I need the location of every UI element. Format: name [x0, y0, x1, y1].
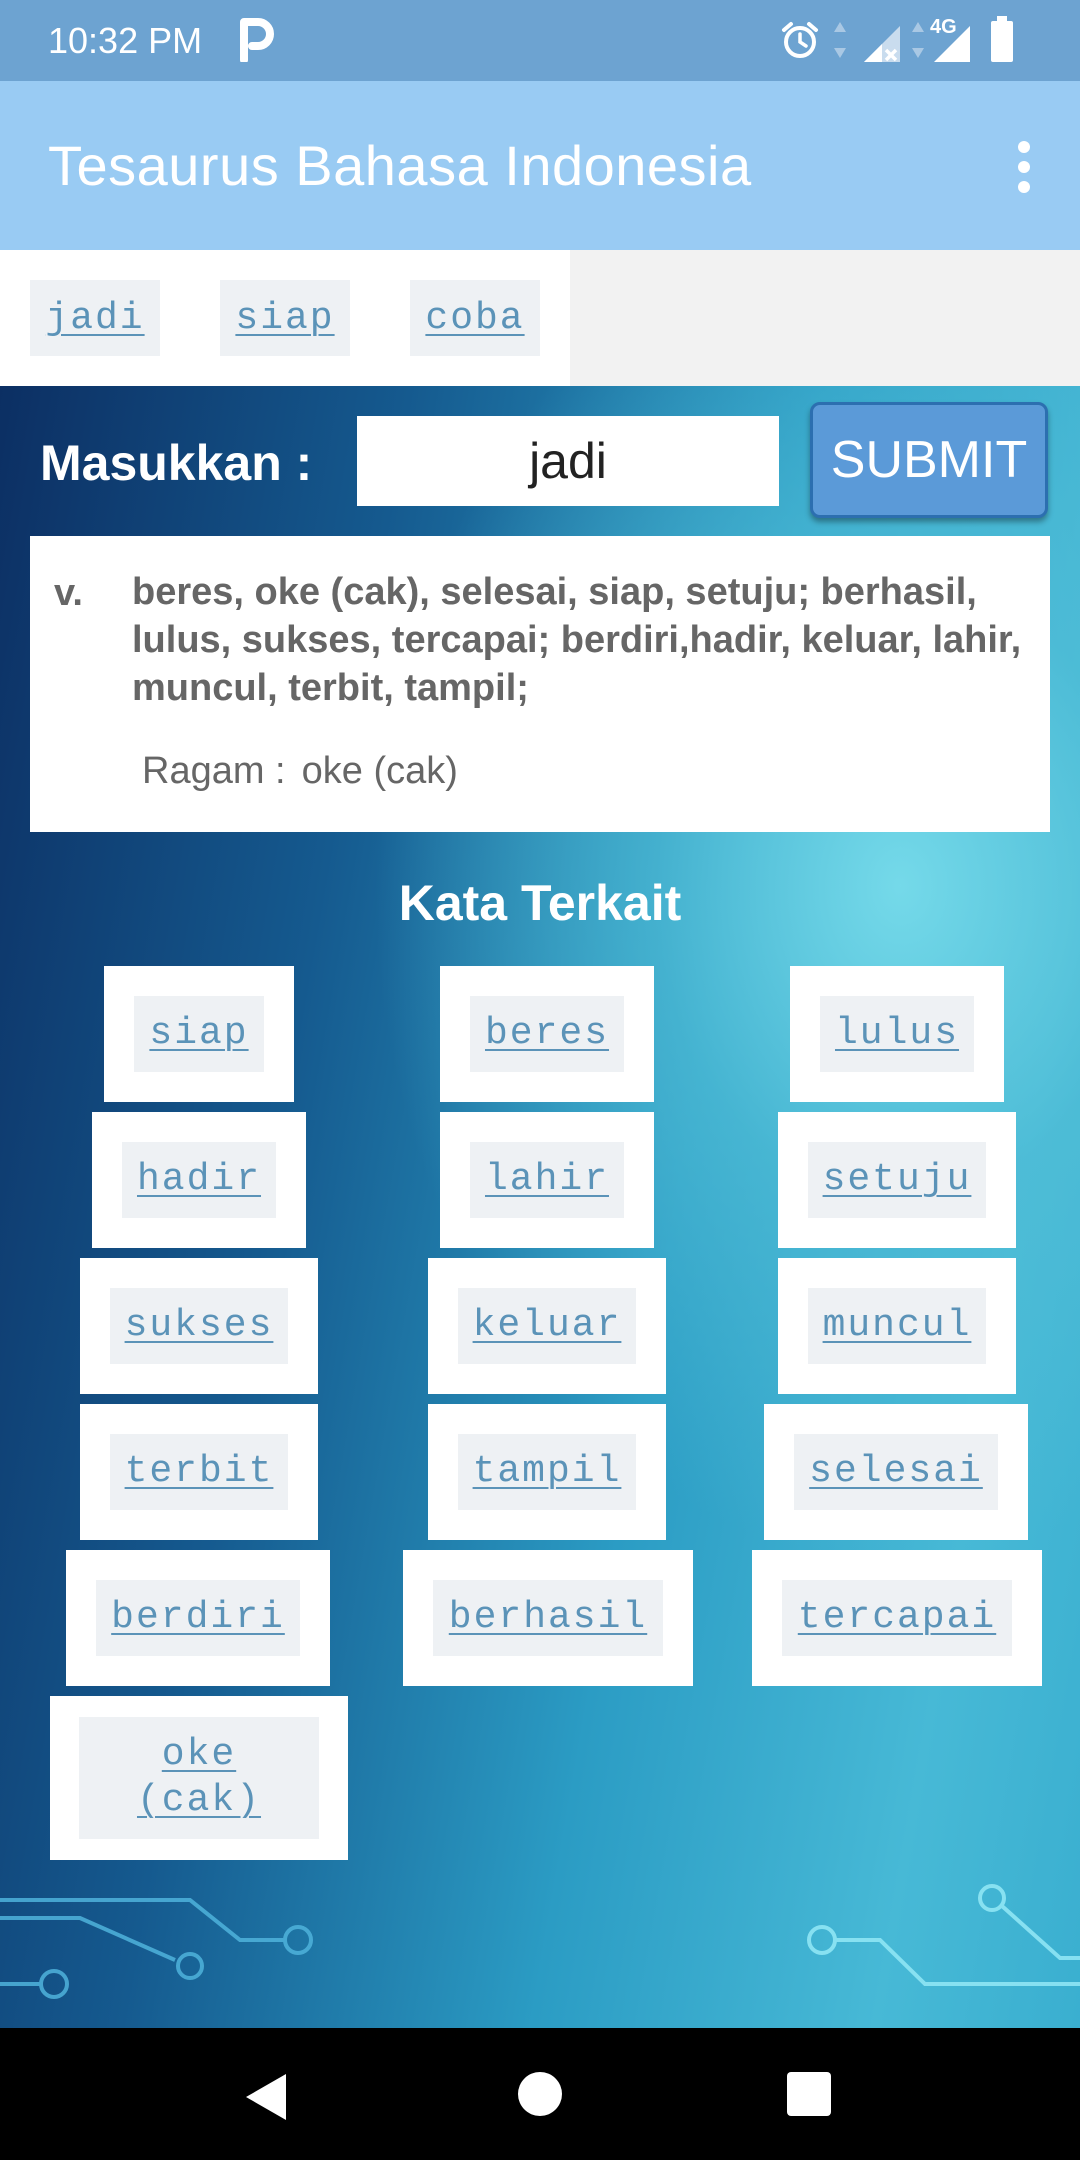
related-word-card[interactable]: [92, 1112, 306, 1248]
recent-word-chip[interactable]: jadi: [30, 280, 160, 356]
circuit-decoration: [0, 1848, 1080, 2028]
navigation-bar: [0, 2028, 1080, 2160]
related-word-link[interactable]: siap: [134, 996, 264, 1072]
recents-icon[interactable]: [787, 2072, 831, 2116]
related-word-card[interactable]: [778, 1112, 1016, 1248]
related-word-card[interactable]: [428, 1404, 666, 1540]
app-title: Tesaurus Bahasa Indonesia: [48, 134, 752, 197]
related-word-card[interactable]: [440, 966, 654, 1102]
ragam-value: oke (cak): [301, 750, 458, 792]
search-label: Masukkan :: [40, 435, 313, 491]
related-word-link[interactable]: hadir: [122, 1142, 276, 1218]
related-word-link[interactable]: berdiri: [96, 1580, 300, 1656]
status-bar: [0, 0, 1080, 81]
recent-words-panel: [0, 250, 570, 386]
related-word-link[interactable]: tercapai: [782, 1580, 1012, 1656]
related-word-link[interactable]: selesai: [794, 1434, 998, 1510]
network-type-label: 4G: [930, 16, 957, 38]
alarm-icon: [780, 20, 820, 60]
part-of-speech: v.: [54, 572, 83, 614]
related-word-card[interactable]: [790, 966, 1004, 1102]
related-word-card[interactable]: [50, 1696, 348, 1860]
recent-words-strip: [0, 250, 1080, 386]
search-input[interactable]: [357, 416, 779, 506]
signal-icon: [860, 24, 904, 64]
related-word-link[interactable]: sukses: [110, 1288, 288, 1364]
related-word-card[interactable]: [778, 1258, 1016, 1394]
more-vert-icon[interactable]: [1004, 137, 1044, 197]
parking-app-icon: [236, 18, 276, 62]
related-word-link[interactable]: tampil: [458, 1434, 636, 1510]
related-word-link[interactable]: muncul: [808, 1288, 986, 1364]
ragam-label: Ragam :: [142, 750, 286, 792]
back-icon[interactable]: [244, 2072, 288, 2122]
related-word-card[interactable]: [428, 1258, 666, 1394]
battery-icon: [990, 16, 1014, 62]
definition-card: [30, 536, 1050, 832]
related-word-link[interactable]: beres: [470, 996, 624, 1072]
main-content: [0, 386, 1080, 2028]
related-word-card[interactable]: [440, 1112, 654, 1248]
related-word-link[interactable]: lulus: [820, 996, 974, 1072]
recent-word-chip[interactable]: coba: [410, 280, 540, 356]
related-word-card[interactable]: [752, 1550, 1042, 1686]
submit-button[interactable]: SUBMIT: [810, 402, 1048, 518]
ragam-row: [142, 750, 474, 793]
recent-word-chip[interactable]: siap: [220, 280, 350, 356]
related-word-link[interactable]: keluar: [458, 1288, 636, 1364]
home-icon[interactable]: [518, 2072, 562, 2116]
app-bar: [0, 81, 1080, 250]
definition-text: beres, oke (cak), selesai, siap, setuju; berhasil, lulus, sukses, tercapai; berdiri,hadir, keluar, lahir, muncul, terbit, tampil;: [132, 571, 1022, 709]
related-words-title: Kata Terkait: [398, 875, 682, 931]
related-word-link[interactable]: terbit: [110, 1434, 288, 1510]
related-word-card[interactable]: [80, 1258, 318, 1394]
status-icons: [780, 14, 1040, 66]
related-word-card[interactable]: [403, 1550, 693, 1686]
status-time: 10:32 PM: [48, 20, 203, 61]
related-word-card[interactable]: [764, 1404, 1028, 1540]
data-arrows-icon-2: [910, 20, 926, 60]
related-word-link[interactable]: setuju: [808, 1142, 986, 1218]
related-word-card[interactable]: [80, 1404, 318, 1540]
cell-signal-icon: [930, 24, 974, 64]
related-word-link[interactable]: berhasil: [433, 1580, 663, 1656]
related-word-card[interactable]: [66, 1550, 330, 1686]
related-word-link[interactable]: lahir: [470, 1142, 624, 1218]
related-word-card[interactable]: [104, 966, 294, 1102]
data-arrows-icon: [832, 20, 848, 60]
related-word-link[interactable]: oke (cak): [79, 1717, 319, 1839]
